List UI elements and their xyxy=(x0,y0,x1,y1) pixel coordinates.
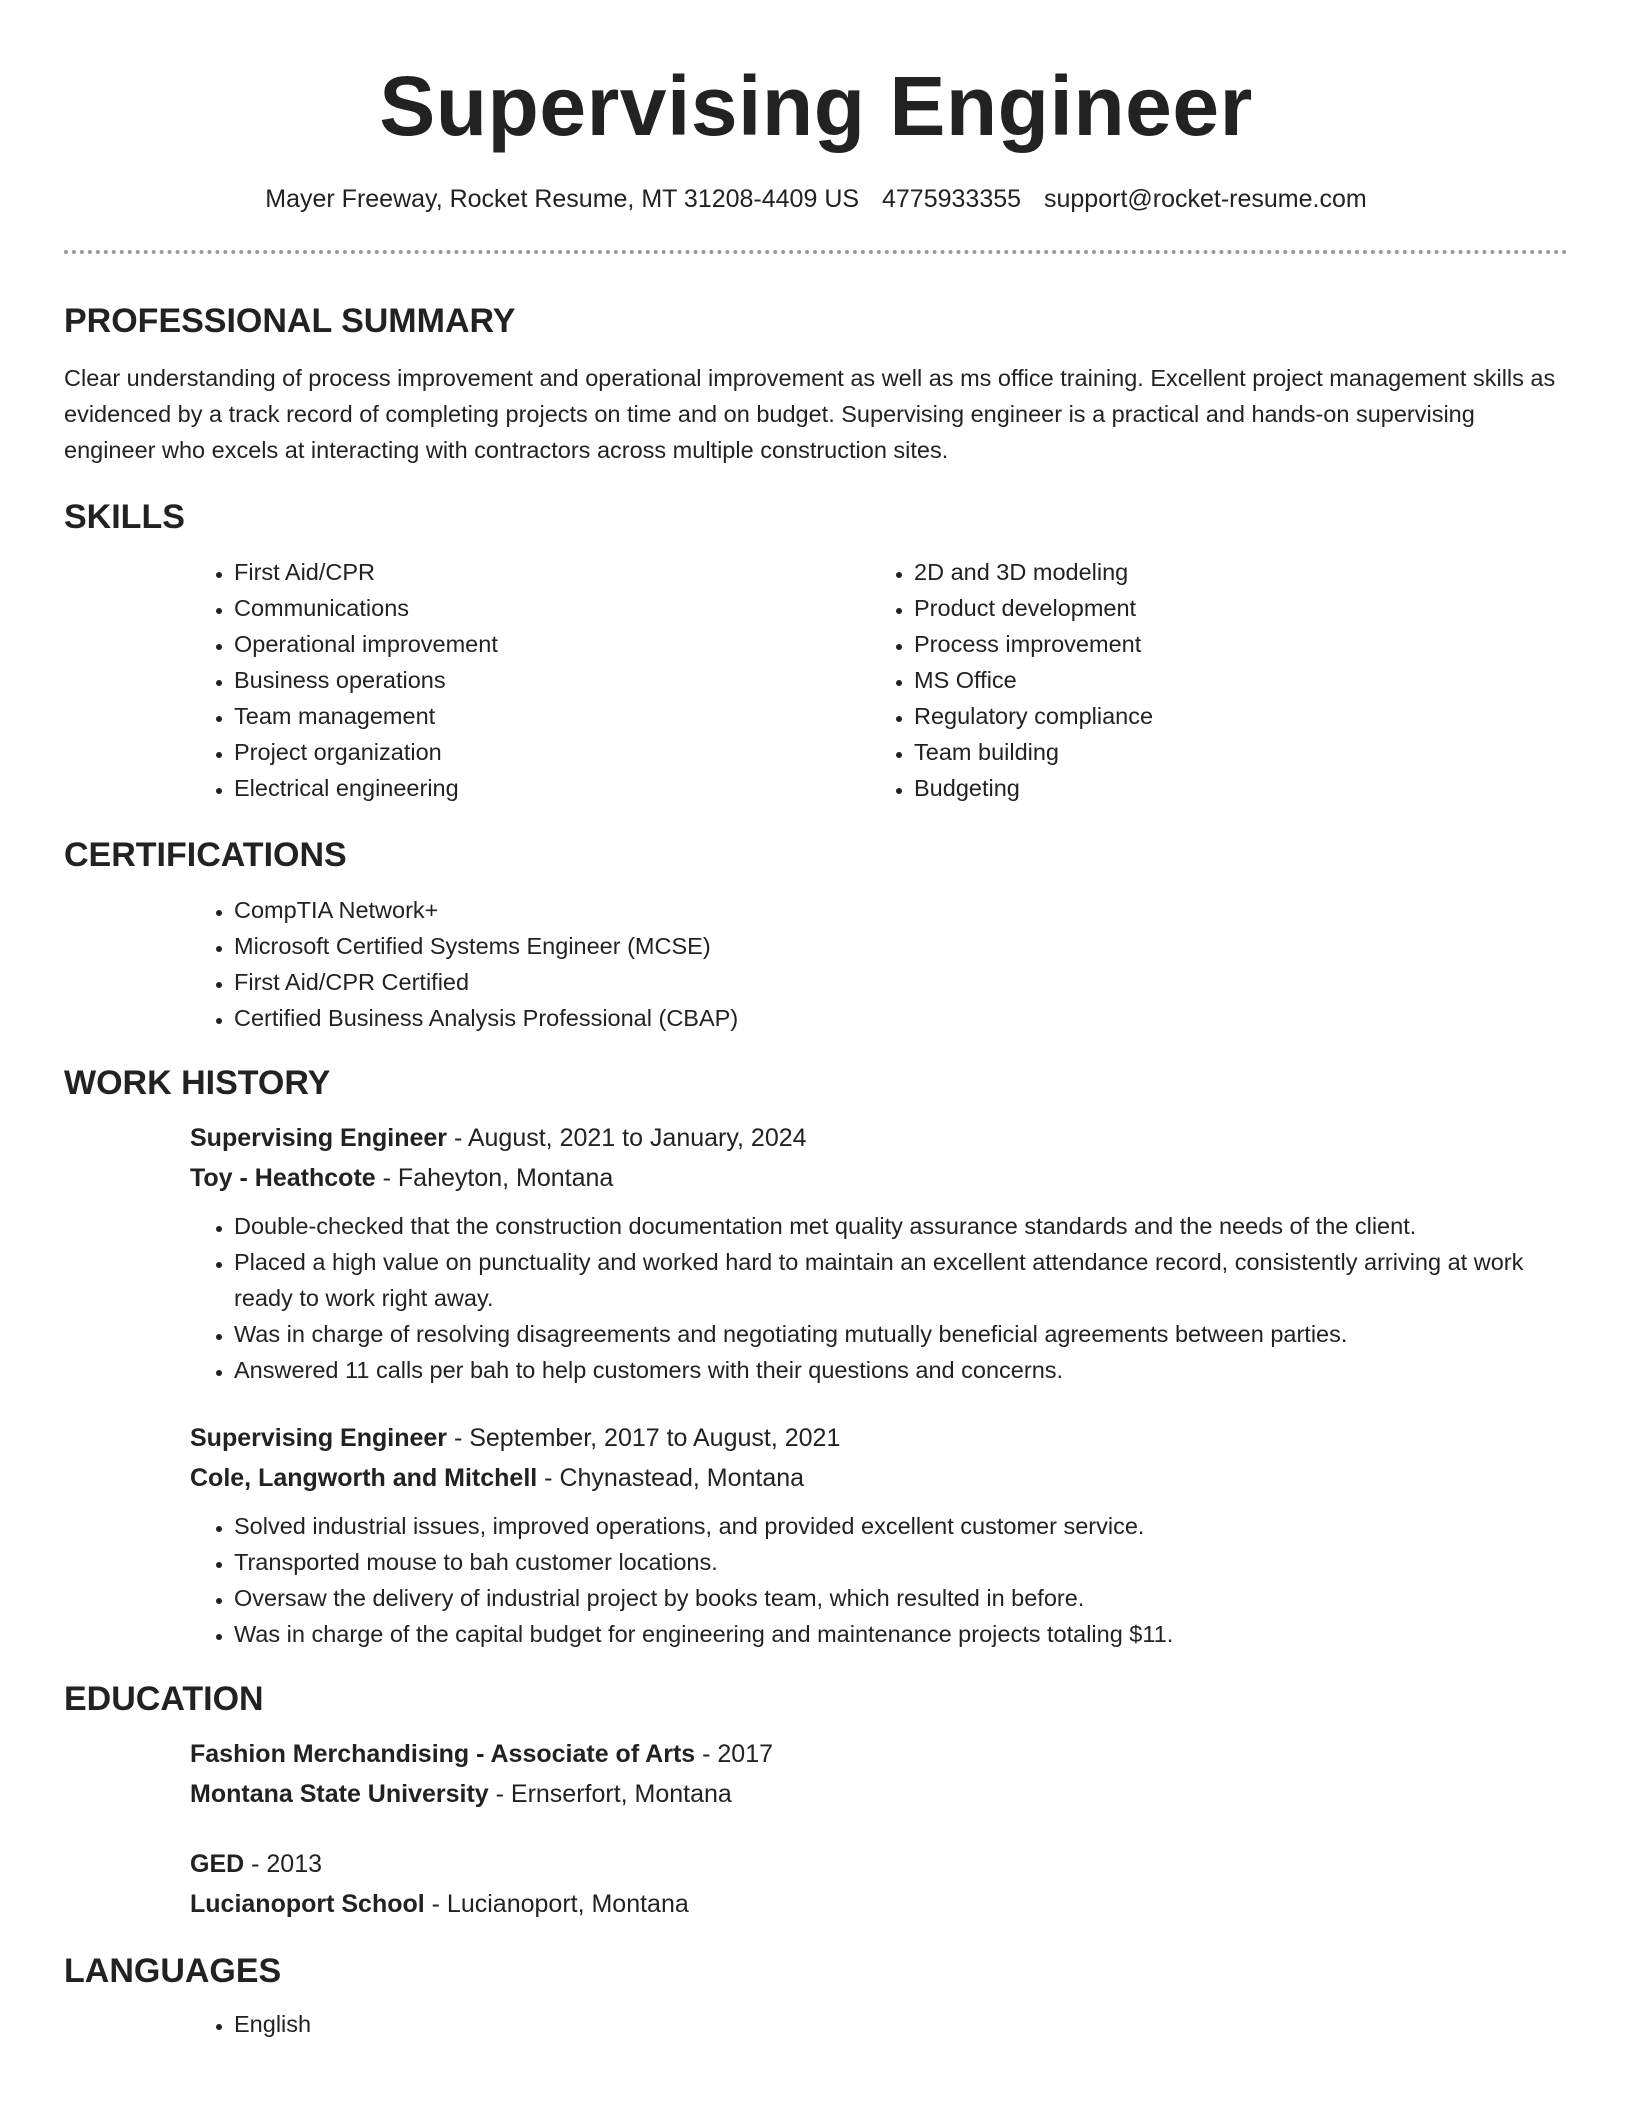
education-year: - 2017 xyxy=(695,1740,774,1768)
contact-address: Mayer Freeway, Rocket Resume, MT 31208-4409 US xyxy=(265,185,860,213)
skill-item: • MS Office xyxy=(914,662,1550,698)
education-title: EDUCATION xyxy=(64,1680,264,1718)
languages-section xyxy=(64,1950,1568,2042)
job-bullet: • Answered 11 calls per bah to help customers with their questions and concerns. xyxy=(234,1352,1568,1388)
languages-list xyxy=(190,2006,1568,2042)
education-entry xyxy=(190,1734,1568,1814)
skills-left-column xyxy=(190,554,870,806)
skill-item: • Team management xyxy=(234,698,870,734)
job-location: - Chynastead, Montana xyxy=(537,1464,805,1492)
education-school: Lucianoport School xyxy=(190,1890,425,1918)
contact-line xyxy=(64,182,1568,216)
skill-item: • First Aid/CPR xyxy=(234,554,870,590)
job-entry xyxy=(190,1118,1568,1388)
job-bullets xyxy=(190,1508,1568,1652)
job-bullet: • Oversaw the delivery of industrial project by books team, which resulted in before. xyxy=(234,1580,1568,1616)
job-role-line xyxy=(190,1418,1568,1458)
skill-item: • Budgeting xyxy=(914,770,1550,806)
skill-item: • Electrical engineering xyxy=(234,770,870,806)
skill-item: • Process improvement xyxy=(914,626,1550,662)
contact-email: support@rocket-resume.com xyxy=(1044,185,1367,213)
job-dates: - September, 2017 to August, 2021 xyxy=(447,1424,841,1452)
education-year: - 2013 xyxy=(244,1850,323,1878)
education-school: Montana State University xyxy=(190,1780,489,1808)
skills-title: SKILLS xyxy=(64,498,185,536)
candidate-name: Supervising Engineer xyxy=(379,59,1253,153)
job-entry xyxy=(190,1418,1568,1652)
job-role: Supervising Engineer xyxy=(190,1424,448,1452)
education-school-line xyxy=(190,1774,1568,1814)
job-bullet: • Solved industrial issues, improved operations, and provided excellent customer service. xyxy=(234,1508,1568,1544)
summary-title: PROFESSIONAL SUMMARY xyxy=(64,302,516,340)
education-location: - Ernserfort, Montana xyxy=(488,1780,732,1808)
certifications-title: CERTIFICATIONS xyxy=(64,836,347,874)
header-divider xyxy=(64,250,1568,254)
education-school-line xyxy=(190,1884,1568,1924)
skill-item: • Communications xyxy=(234,590,870,626)
job-bullet: • Was in charge of resolving disagreements and negotiating mutually beneficial agreements between parties. xyxy=(234,1316,1568,1352)
job-bullets xyxy=(190,1208,1568,1388)
education-degree-line xyxy=(190,1844,1568,1884)
skill-item: • 2D and 3D modeling xyxy=(914,554,1550,590)
skills-section xyxy=(64,496,1568,806)
work-history-section xyxy=(64,1062,1568,1652)
skill-item: • Product development xyxy=(914,590,1550,626)
job-bullet: • Was in charge of the capital budget for engineering and maintenance projects totaling $11. xyxy=(234,1616,1568,1652)
job-dates: - August, 2021 to January, 2024 xyxy=(447,1124,807,1152)
job-location: - Faheyton, Montana xyxy=(375,1164,614,1192)
certification-item: • Microsoft Certified Systems Engineer (MCSE) xyxy=(234,928,1568,964)
skill-item: • Business operations xyxy=(234,662,870,698)
skills-left-list xyxy=(190,554,870,806)
education-section xyxy=(64,1678,1568,1924)
certification-item: • Certified Business Analysis Professional (CBAP) xyxy=(234,1000,1568,1036)
languages-title: LANGUAGES xyxy=(64,1952,282,1990)
skills-right-column xyxy=(870,554,1550,806)
skills-right-list xyxy=(870,554,1550,806)
job-company-line xyxy=(190,1458,1568,1498)
job-bullet: • Transported mouse to bah customer locations. xyxy=(234,1544,1568,1580)
job-role-line xyxy=(190,1118,1568,1158)
job-company-line xyxy=(190,1158,1568,1198)
summary-section xyxy=(64,300,1568,468)
skill-item: • Operational improvement xyxy=(234,626,870,662)
certification-item: • First Aid/CPR Certified xyxy=(234,964,1568,1000)
job-company: Cole, Langworth and Mitchell xyxy=(190,1464,538,1492)
work-history-title: WORK HISTORY xyxy=(64,1064,331,1102)
education-location: - Lucianoport, Montana xyxy=(424,1890,689,1918)
contact-phone: 4775933355 xyxy=(882,185,1022,213)
education-degree: GED xyxy=(190,1850,245,1878)
skill-item: • Project organization xyxy=(234,734,870,770)
summary-text: Clear understanding of process improvement and operational improvement as well as ms office training. Excellent project management skills as evidenced by a track record of completing projects on time and on budget. Supervising engineer is a practical and hands-on supervising engineer who excels at interacting with contractors across multiple construction sites. xyxy=(64,365,1556,463)
skill-item: • Regulatory compliance xyxy=(914,698,1550,734)
job-role: Supervising Engineer xyxy=(190,1124,448,1152)
certifications-section xyxy=(64,834,1568,1036)
language-item: • English xyxy=(234,2006,1568,2042)
education-degree: Fashion Merchandising - Associate of Arts xyxy=(190,1740,696,1768)
skill-item: • Team building xyxy=(914,734,1550,770)
job-bullet: • Placed a high value on punctuality and worked hard to maintain an excellent attendance record, consistently arriving at work ready to work right away. xyxy=(234,1244,1568,1316)
education-entry xyxy=(190,1844,1568,1924)
education-degree-line xyxy=(190,1734,1568,1774)
skills-columns xyxy=(190,554,1568,806)
certification-item: • CompTIA Network+ xyxy=(234,892,1568,928)
certifications-list xyxy=(190,892,1568,1036)
job-company: Toy - Heathcote xyxy=(190,1164,376,1192)
job-bullet: • Double-checked that the construction documentation met quality assurance standards and the needs of the client. xyxy=(234,1208,1568,1244)
